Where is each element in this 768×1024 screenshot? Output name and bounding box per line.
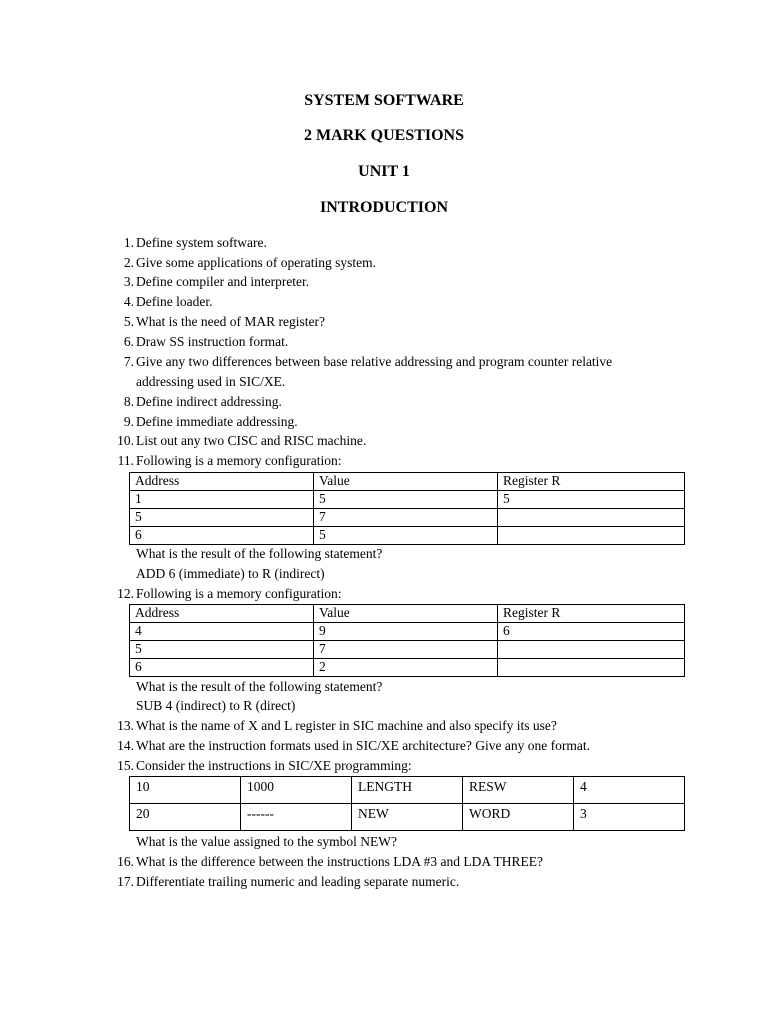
question-text: Define indirect addressing.: [136, 394, 282, 409]
table-cell: [498, 527, 685, 545]
q15-followup-question: What is the value assigned to the symbol NEW?: [136, 834, 397, 849]
page-heading-subject: SYSTEM SOFTWARE: [304, 92, 464, 109]
table-row: [130, 491, 685, 509]
q11-followup-question: What is the result of the following statement?: [136, 546, 383, 561]
question-number: 6.: [123, 334, 134, 349]
table-row: [130, 804, 685, 831]
table-cell: 2: [314, 659, 498, 677]
table-header-cell: Value: [314, 605, 498, 623]
table-cell: 5: [130, 641, 314, 659]
table-cell: 5: [498, 491, 685, 509]
question-text: What are the instruction formats used in SIC/XE architecture? Give any one format.: [136, 738, 590, 753]
question-number: 16.: [117, 854, 134, 869]
question-number: 2.: [123, 255, 134, 270]
question-4: [102, 293, 702, 310]
question-number: 4.: [123, 294, 134, 309]
question-2: [102, 254, 702, 271]
question-13: [102, 717, 702, 734]
question-7-continuation: addressing used in SIC/XE.: [136, 374, 286, 389]
table-cell: WORD: [463, 804, 574, 831]
question-number: 11.: [117, 453, 134, 468]
table-cell: 4: [574, 777, 685, 804]
table-header-cell: Address: [130, 605, 314, 623]
page-heading-type: 2 MARK QUESTIONS: [303, 127, 465, 144]
table-cell: 5: [314, 527, 498, 545]
question-text: What is the need of MAR register?: [136, 314, 325, 329]
question-7: [102, 353, 702, 370]
table-row: [130, 777, 685, 804]
memory-config-table-q11: [129, 472, 685, 545]
question-text: Following is a memory configuration:: [136, 586, 342, 601]
table-header-cell: Register R: [498, 473, 685, 491]
question-text: What is the difference between the instructions LDA #3 and LDA THREE?: [136, 854, 544, 869]
table-cell: 5: [130, 509, 314, 527]
question-text: What is the name of X and L register in SIC machine and also specify its use?: [136, 718, 557, 733]
table-cell: [498, 509, 685, 527]
question-number: 9.: [123, 414, 134, 429]
question-text: Define compiler and interpreter.: [136, 274, 310, 289]
table-cell: 6: [130, 527, 314, 545]
table-cell: 1: [130, 491, 314, 509]
question-3: [102, 273, 702, 290]
question-text: Draw SS instruction format.: [136, 334, 289, 349]
table-row: [130, 527, 685, 545]
question-text: Define loader.: [136, 294, 213, 309]
table-header-cell: Register R: [498, 605, 685, 623]
table-header-row: [130, 473, 685, 491]
table-cell: 6: [498, 623, 685, 641]
q12-followup-question: What is the result of the following statement?: [136, 679, 383, 694]
question-number: 1.: [123, 235, 134, 250]
table-cell: RESW: [463, 777, 574, 804]
sic-xe-program-table: [129, 776, 685, 831]
page-heading-topic: INTRODUCTION: [319, 199, 448, 216]
q12-statement: SUB 4 (indirect) to R (direct): [136, 698, 296, 713]
table-cell: 6: [130, 659, 314, 677]
question-number: 15.: [117, 758, 134, 773]
question-number: 17.: [117, 874, 134, 889]
table-row: [130, 659, 685, 677]
question-10: [102, 432, 702, 449]
question-number: 5.: [123, 314, 134, 329]
question-text: Give some applications of operating system.: [136, 255, 376, 270]
question-14: [102, 737, 702, 754]
question-number: 13.: [117, 718, 134, 733]
table-header-cell: Address: [130, 473, 314, 491]
q11-statement: ADD 6 (immediate) to R (indirect): [136, 566, 325, 581]
table-cell: 5: [314, 491, 498, 509]
question-12: [102, 585, 702, 602]
question-1: [102, 234, 702, 251]
table-header-cell: Value: [314, 473, 498, 491]
table-header-row: [130, 605, 685, 623]
question-text: Following is a memory configuration:: [136, 453, 342, 468]
question-text: List out any two CISC and RISC machine.: [136, 433, 367, 448]
page-heading-unit: UNIT 1: [358, 163, 410, 180]
table-row: [130, 623, 685, 641]
table-cell: 4: [130, 623, 314, 641]
question-17: [102, 873, 702, 890]
question-number: 12.: [117, 586, 134, 601]
table-cell: 20: [130, 804, 241, 831]
question-text: Consider the instructions in SIC/XE programming:: [136, 758, 412, 773]
question-16: [102, 853, 702, 870]
question-text: Define immediate addressing.: [136, 414, 298, 429]
question-number: 10.: [117, 433, 134, 448]
table-cell: 1000: [241, 777, 352, 804]
memory-config-table-q12: [129, 604, 685, 677]
question-8: [102, 393, 702, 410]
table-row: [130, 509, 685, 527]
table-cell: [498, 659, 685, 677]
question-number: 8.: [123, 394, 134, 409]
question-text: Give any two differences between base relative addressing and program counter relative: [136, 354, 613, 369]
question-number: 7.: [123, 354, 134, 369]
table-cell: 7: [314, 641, 498, 659]
question-text: Define system software.: [136, 235, 267, 250]
table-cell: 7: [314, 509, 498, 527]
question-number: 3.: [123, 274, 134, 289]
table-cell: 9: [314, 623, 498, 641]
table-cell: 3: [574, 804, 685, 831]
question-number: 14.: [117, 738, 134, 753]
question-5: [102, 313, 702, 330]
table-cell: NEW: [352, 804, 463, 831]
question-11: [102, 452, 702, 469]
table-cell: 10: [130, 777, 241, 804]
table-cell: ------: [241, 804, 352, 831]
table-row: [130, 641, 685, 659]
table-cell: [498, 641, 685, 659]
question-6: [102, 333, 702, 350]
table-cell: LENGTH: [352, 777, 463, 804]
question-text: Differentiate trailing numeric and leading separate numeric.: [136, 874, 460, 889]
question-9: [102, 413, 702, 430]
question-15: [102, 757, 702, 774]
